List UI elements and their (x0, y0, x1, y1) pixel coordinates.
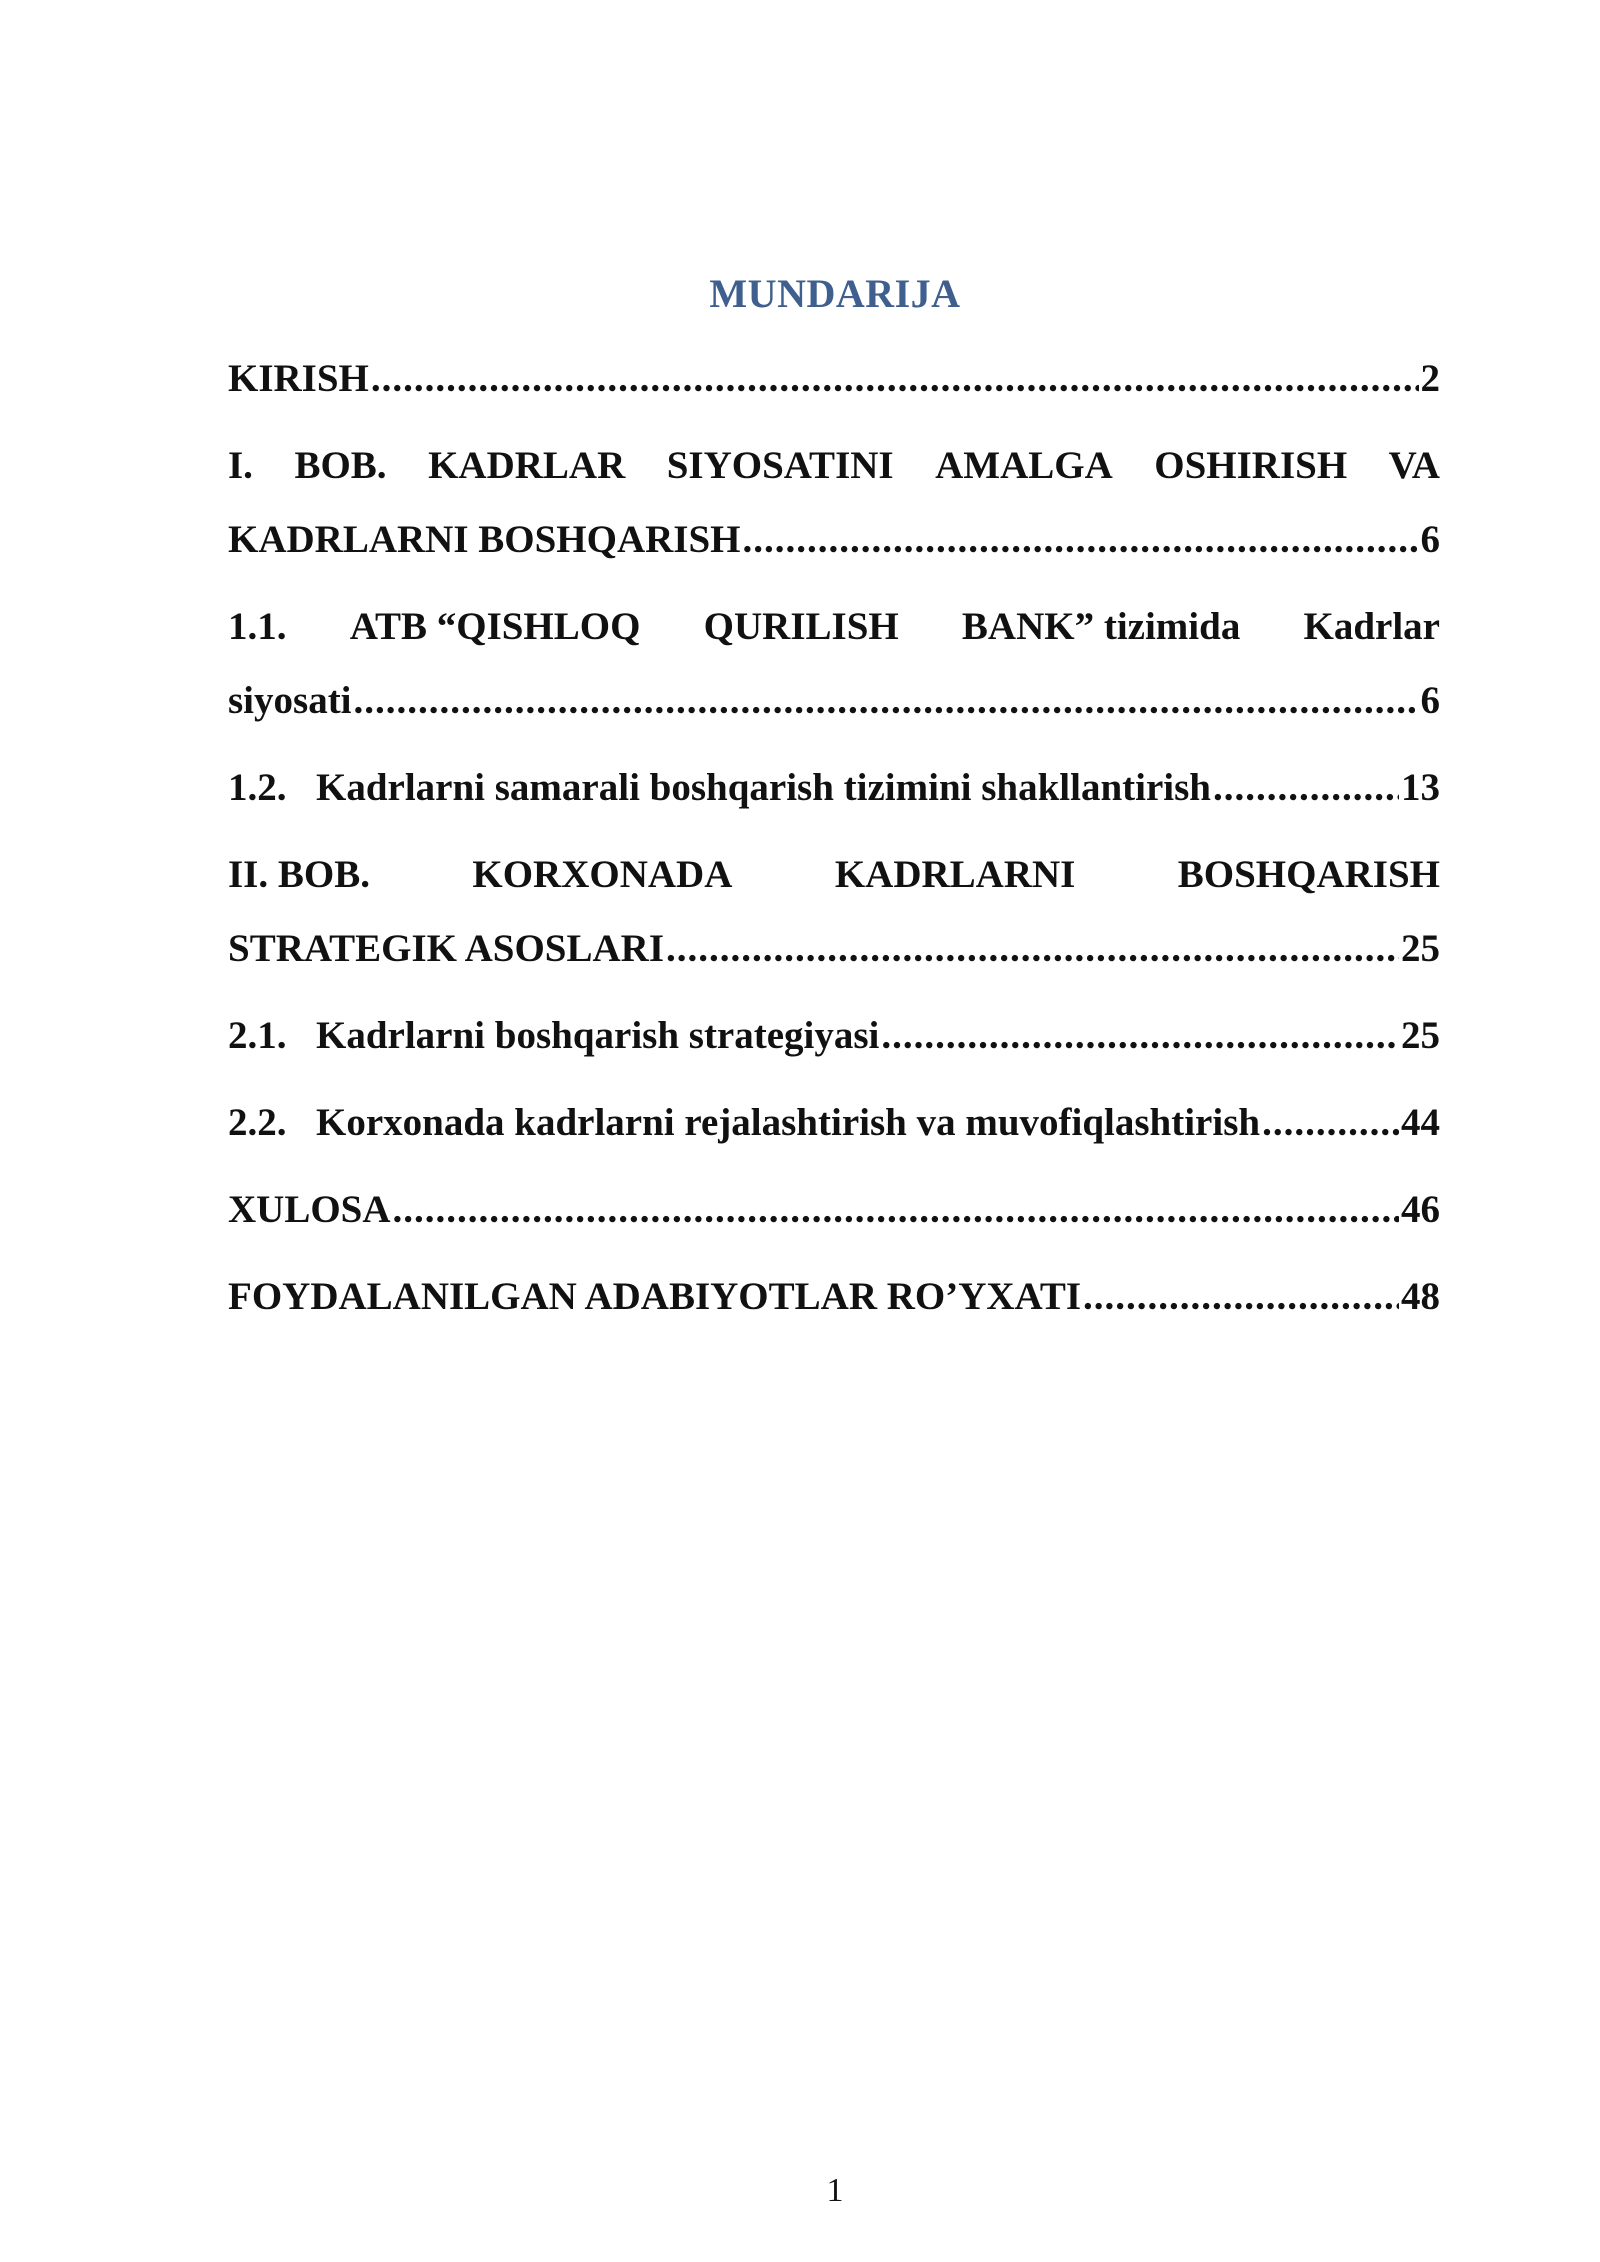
toc-page-number: 2 (1420, 357, 1440, 400)
toc-entry-number: 2.1. (228, 1014, 287, 1057)
toc-entry-line (228, 751, 1440, 825)
toc-entry-title: FOYDALANILGAN ADABIYOTLAR RO’YXATI (228, 1275, 1082, 1318)
toc-entry[interactable] (228, 429, 1440, 577)
page-title: MUNDARIJA (709, 271, 961, 316)
toc-entry[interactable] (228, 999, 1440, 1073)
toc-entry[interactable] (228, 838, 1440, 986)
toc-page-number: 44 (1401, 1101, 1440, 1144)
toc-entry-word: KADRLARNI (834, 853, 1076, 896)
toc-entry[interactable] (228, 590, 1440, 738)
toc-dot-leader (354, 664, 1419, 738)
toc-page-number: 25 (1401, 1014, 1440, 1057)
toc-dot-leader (666, 912, 1399, 986)
toc-entry-title: KADRLARNI BOSHQARISH (228, 518, 741, 561)
table-of-contents (228, 342, 1440, 1347)
toc-entry-line (228, 999, 1440, 1073)
toc-dot-leader (743, 503, 1419, 577)
toc-entry-line (228, 503, 1440, 577)
toc-entry-word: 1.1. (228, 605, 287, 648)
toc-entry-word: BANK” tizimida (961, 605, 1241, 648)
toc-entry-word: OSHIRISH (1154, 444, 1348, 487)
toc-entry-word: II. BOB. (228, 853, 370, 896)
toc-entry-line (228, 342, 1440, 416)
toc-dot-leader (393, 1173, 1399, 1247)
toc-entry-line (228, 838, 1440, 912)
toc-entry-title: STRATEGIK ASOSLARI (228, 927, 665, 970)
toc-entry-word: QURILISH (703, 605, 899, 648)
toc-entry-title: siyosati (228, 679, 352, 722)
toc-dot-leader (1213, 751, 1399, 825)
toc-entry[interactable] (228, 1173, 1440, 1247)
toc-entry-line (228, 1260, 1440, 1334)
toc-entry-word: AMALGA (935, 444, 1113, 487)
toc-entry-word: ATB “QISHLOQ (349, 605, 641, 648)
toc-entry-line (228, 664, 1440, 738)
toc-dot-leader (1262, 1086, 1399, 1160)
toc-entry-word: BOB. (294, 444, 387, 487)
toc-page-number: 6 (1420, 518, 1440, 561)
toc-entry-word: KORXONADA (472, 853, 733, 896)
toc-entry-line (228, 912, 1440, 986)
toc-dot-leader (1083, 1260, 1399, 1334)
toc-entry-word: Kadrlar (1303, 605, 1440, 648)
toc-entry-word: VA (1388, 444, 1440, 487)
toc-entry-title: Korxonada kadrlarni rejalashtirish va muvofiqlashtirish (316, 1101, 1261, 1144)
toc-page-number: 48 (1401, 1275, 1440, 1318)
toc-entry-word: KADRLAR (428, 444, 626, 487)
toc-entry-number: 2.2. (228, 1101, 287, 1144)
toc-entry-title: KIRISH (228, 357, 369, 400)
toc-entry-line (228, 429, 1440, 503)
toc-entry-title: Kadrlarni boshqarish strategiyasi (316, 1014, 880, 1057)
toc-entry-number: 1.2. (228, 766, 287, 809)
toc-entry-line (228, 1173, 1440, 1247)
toc-entry[interactable] (228, 1260, 1440, 1334)
toc-entry[interactable] (228, 342, 1440, 416)
toc-dot-leader (881, 999, 1399, 1073)
toc-entry-title: XULOSA (228, 1188, 391, 1231)
toc-entry[interactable] (228, 751, 1440, 825)
page-number: 1 (826, 2172, 844, 2209)
toc-entry-word: SIYOSATINI (666, 444, 894, 487)
toc-dot-leader (371, 342, 1419, 416)
toc-page-number: 6 (1420, 679, 1440, 722)
toc-entry-line (228, 590, 1440, 664)
toc-entry[interactable] (228, 1086, 1440, 1160)
toc-entry-line (228, 1086, 1440, 1160)
toc-page-number: 46 (1401, 1188, 1440, 1231)
toc-page-number: 25 (1401, 927, 1440, 970)
toc-entry-word: I. (228, 444, 253, 487)
toc-entry-title: Kadrlarni samarali boshqarish tizimini shakllantirish (316, 766, 1211, 809)
toc-entry-word: BOSHQARISH (1177, 853, 1440, 896)
toc-page-number: 13 (1401, 766, 1440, 809)
